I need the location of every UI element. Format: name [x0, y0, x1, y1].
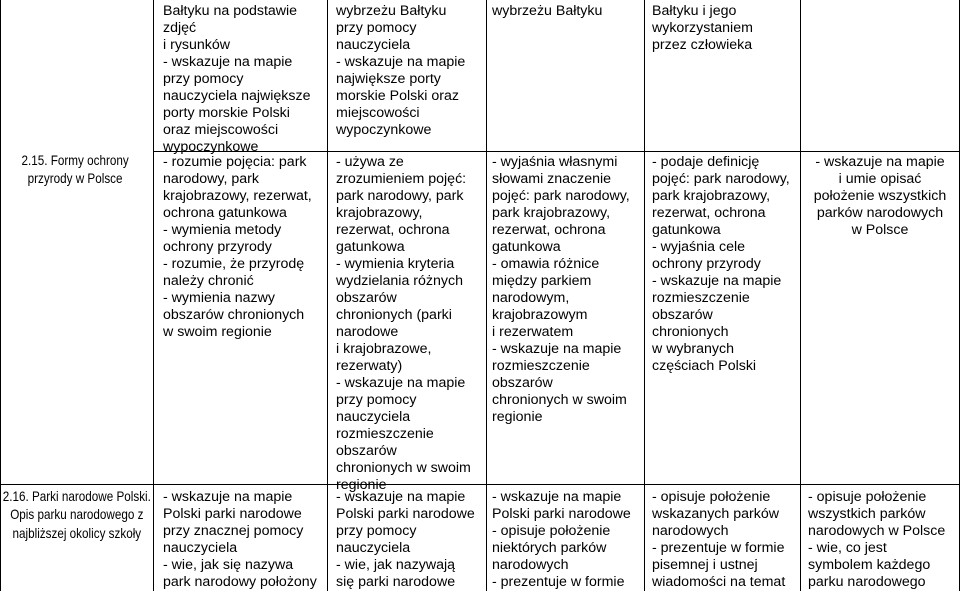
- table-cell-requirements-level4: - opisuje położenie wskazanych parków narodowych - prezentuje w formie pisemnej i ustnej wiadomości na temat: [652, 489, 786, 590]
- table-cell-topic: 2.15. Formy ochrony przyrody w Polsce: [21, 153, 129, 187]
- table-cell-requirements-level3: - wskazuje na mapie Polski parki narodowe - opisuje położenie niektórych parków narodowych - prezentuje w formie: [492, 489, 631, 590]
- table-cell-requirements-level5: - wskazuje na mapie i umie opisać położenie wszystkich parków narodowych w Polsce: [813, 154, 947, 238]
- table-cell-continuation-col3: wybrzeżu Bałtyku przy pomocy nauczyciela - wskazuje na mapie największe porty morskie Polski oraz miejscowości wypoczynkowe: [336, 3, 466, 138]
- column-divider: [644, 0, 645, 591]
- table-cell-requirements-level1: - wskazuje na mapie Polski parki narodowe przy znacznej pomocy nauczyciela - wie, jak się nazywa park narodowy położony: [163, 489, 317, 590]
- table-cell-requirements-level3: - wyjaśnia własnymi słowami znaczenie pojęć: park narodowy, park krajobrazowy, rezerwat, ochrona gatunkowa - omawia różnice między parkiem narodowym, krajobrazowym i rezerwatem - wskazuje na mapie rozmieszczenie obszarów chronionych w swoim regionie: [492, 154, 630, 425]
- column-divider: [486, 0, 487, 591]
- column-divider: [800, 0, 801, 591]
- table-cell-requirements-level2: - wskazuje na mapie Polski parki narodowe przy pomocy nauczyciela - wie, jak nazywają się parki narodowe: [336, 489, 475, 590]
- column-divider: [327, 0, 328, 591]
- table-cell-continuation-col2: Bałtyku na podstawie zdjęć i rysunków - wskazuje na mapie przy pomocy nauczyciela największe porty morskie Polski oraz miejscowości wypoczynkowe: [163, 3, 311, 155]
- table-cell-requirements-level5: - opisuje położenie wszystkich parków narodowych w Polsce - wie, co jest symbolem każdego parku narodowego: [808, 489, 946, 590]
- table-cell-requirements-level4: - podaje definicję pojęć: park narodowy, park krajobrazowy, rezerwat, ochrona gatunkowa - wyjaśnia cele ochrony przyrody - wskazuje na mapie rozmieszczenie obszarów chronionych w wybranych częściach Polski: [652, 154, 790, 374]
- table-cell-continuation-col4: wybrzeżu Bałtyku: [492, 3, 603, 19]
- table-cell-requirements-level2: - używa ze zrozumieniem pojęć: park narodowy, park krajobrazowy, rezerwat, ochrona gatunkowa - wymienia kryteria wydzielania różnych obszarów chronionych (parki narodowe i krajobrazowe, rezerwaty) - wskazuje na mapie przy pomocy nauczyciela rozmieszczenie obszarów chronionych w swoim regionie: [336, 154, 471, 493]
- table-cell-requirements-level1: - rozumie pojęcia: park narodowy, park krajobrazowy, rezerwat, ochrona gatunkowa - wymienia metody ochrony przyrody - rozumie, że przyrodę należy chronić - wymienia nazwy obszarów chronionych w swoim regionie: [163, 154, 312, 340]
- column-divider: [153, 0, 154, 591]
- table-cell-continuation-col5: Bałtyku i jego wykorzystaniem przez człowieka: [652, 3, 753, 53]
- table-border-left: [0, 0, 1, 591]
- table-cell-topic: 2.16. Parki narodowe Polski. Opis parku narodowego z najbliższej okolicy szkoły: [2, 489, 151, 541]
